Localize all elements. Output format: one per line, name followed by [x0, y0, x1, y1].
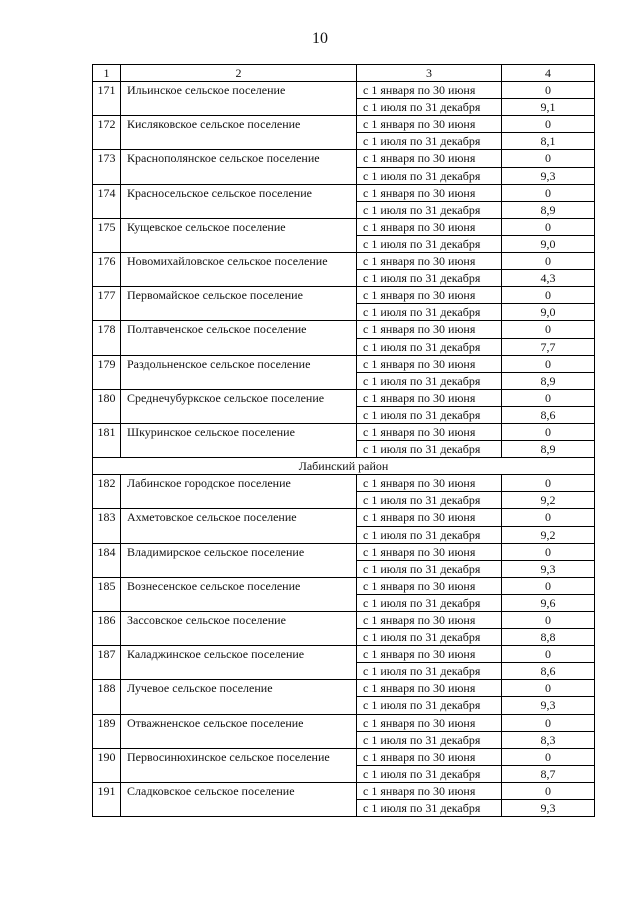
period-first-half: с 1 января по 30 июня — [357, 543, 502, 560]
period-second-half: с 1 июля по 31 декабря — [357, 526, 502, 543]
period-second-half: с 1 июля по 31 декабря — [357, 594, 502, 611]
period-first-half: с 1 января по 30 июня — [357, 509, 502, 526]
value-first-half: 0 — [502, 646, 595, 663]
value-second-half: 9,3 — [502, 167, 595, 184]
period-first-half: с 1 января по 30 июня — [357, 218, 502, 235]
settlement-name: Первосинюхинское сельское поселение — [121, 748, 357, 782]
row-number: 172 — [93, 116, 121, 150]
value-first-half: 0 — [502, 150, 595, 167]
settlement-name: Новомихайловское сельское поселение — [121, 253, 357, 287]
value-first-half: 0 — [502, 509, 595, 526]
value-second-half: 8,9 — [502, 372, 595, 389]
period-second-half: с 1 июля по 31 декабря — [357, 338, 502, 355]
value-second-half: 9,0 — [502, 235, 595, 252]
settlement-name: Краснополянское сельское поселение — [121, 150, 357, 184]
period-first-half: с 1 января по 30 июня — [357, 475, 502, 492]
settlement-name: Зассовское сельское поселение — [121, 612, 357, 646]
period-first-half: с 1 января по 30 июня — [357, 287, 502, 304]
value-first-half: 0 — [502, 116, 595, 133]
period-second-half: с 1 июля по 31 декабря — [357, 663, 502, 680]
table-row — [93, 646, 595, 663]
value-first-half: 0 — [502, 184, 595, 201]
table-row — [93, 116, 595, 133]
settlement-name: Раздольненское сельское поселение — [121, 355, 357, 389]
row-number: 191 — [93, 782, 121, 816]
value-second-half: 9,6 — [502, 594, 595, 611]
table-row — [93, 321, 595, 338]
settlement-name: Сладковское сельское поселение — [121, 782, 357, 816]
value-second-half: 9,1 — [502, 99, 595, 116]
settlement-name: Кисляковское сельское поселение — [121, 116, 357, 150]
header-col-4: 4 — [502, 65, 595, 82]
value-second-half: 8,3 — [502, 731, 595, 748]
value-first-half: 0 — [502, 82, 595, 99]
period-second-half: с 1 июля по 31 декабря — [357, 800, 502, 817]
period-second-half: с 1 июля по 31 декабря — [357, 304, 502, 321]
value-second-half: 9,0 — [502, 304, 595, 321]
table-row — [93, 612, 595, 629]
value-first-half: 0 — [502, 680, 595, 697]
header-col-1: 1 — [93, 65, 121, 82]
header-col-2: 2 — [121, 65, 357, 82]
table-row — [93, 218, 595, 235]
table-header-row — [93, 65, 595, 82]
period-second-half: с 1 июля по 31 декабря — [357, 560, 502, 577]
period-first-half: с 1 января по 30 июня — [357, 423, 502, 440]
value-first-half: 0 — [502, 355, 595, 372]
period-first-half: с 1 января по 30 июня — [357, 577, 502, 594]
settlement-name: Среднечубуркское сельское поселение — [121, 389, 357, 423]
value-first-half: 0 — [502, 253, 595, 270]
table-row — [93, 355, 595, 372]
row-number: 185 — [93, 577, 121, 611]
period-second-half: с 1 июля по 31 декабря — [357, 270, 502, 287]
table-row — [93, 423, 595, 440]
period-second-half: с 1 июля по 31 декабря — [357, 629, 502, 646]
table-row — [93, 748, 595, 765]
period-second-half: с 1 июля по 31 декабря — [357, 697, 502, 714]
period-first-half: с 1 января по 30 июня — [357, 646, 502, 663]
header-col-3: 3 — [357, 65, 502, 82]
period-first-half: с 1 января по 30 июня — [357, 748, 502, 765]
period-second-half: с 1 июля по 31 декабря — [357, 765, 502, 782]
value-second-half: 8,1 — [502, 133, 595, 150]
value-second-half: 8,9 — [502, 201, 595, 218]
page-number: 10 — [312, 30, 328, 47]
table-row — [93, 389, 595, 406]
tariff-table — [92, 64, 595, 817]
table-row — [93, 184, 595, 201]
value-first-half: 0 — [502, 321, 595, 338]
table-row — [93, 543, 595, 560]
value-first-half: 0 — [502, 543, 595, 560]
period-second-half: с 1 июля по 31 декабря — [357, 201, 502, 218]
period-first-half: с 1 января по 30 июня — [357, 321, 502, 338]
row-number: 189 — [93, 714, 121, 748]
period-first-half: с 1 января по 30 июня — [357, 150, 502, 167]
table-row — [93, 475, 595, 492]
settlement-name: Владимирское сельское поселение — [121, 543, 357, 577]
value-first-half: 0 — [502, 423, 595, 440]
settlement-name: Красносельское сельское поселение — [121, 184, 357, 218]
period-second-half: с 1 июля по 31 декабря — [357, 441, 502, 458]
value-first-half: 0 — [502, 782, 595, 799]
row-number: 190 — [93, 748, 121, 782]
district-heading: Лабинский район — [93, 458, 595, 475]
value-second-half: 9,2 — [502, 526, 595, 543]
row-number: 186 — [93, 612, 121, 646]
period-first-half: с 1 января по 30 июня — [357, 680, 502, 697]
value-first-half: 0 — [502, 389, 595, 406]
settlement-name: Отважненское сельское поселение — [121, 714, 357, 748]
row-number: 182 — [93, 475, 121, 509]
district-row — [93, 458, 595, 475]
period-second-half: с 1 июля по 31 декабря — [357, 235, 502, 252]
row-number: 171 — [93, 82, 121, 116]
period-first-half: с 1 января по 30 июня — [357, 389, 502, 406]
row-number: 173 — [93, 150, 121, 184]
settlement-name: Лабинское городское поселение — [121, 475, 357, 509]
period-first-half: с 1 января по 30 июня — [357, 612, 502, 629]
value-second-half: 8,8 — [502, 629, 595, 646]
period-second-half: с 1 июля по 31 декабря — [357, 492, 502, 509]
value-second-half: 9,3 — [502, 800, 595, 817]
value-second-half: 7,7 — [502, 338, 595, 355]
period-first-half: с 1 января по 30 июня — [357, 184, 502, 201]
row-number: 178 — [93, 321, 121, 355]
row-number: 174 — [93, 184, 121, 218]
settlement-name: Ахметовское сельское поселение — [121, 509, 357, 543]
row-number: 181 — [93, 423, 121, 457]
row-number: 183 — [93, 509, 121, 543]
period-first-half: с 1 января по 30 июня — [357, 714, 502, 731]
value-first-half: 0 — [502, 218, 595, 235]
table-row — [93, 82, 595, 99]
table-row — [93, 714, 595, 731]
settlement-name: Лучевое сельское поселение — [121, 680, 357, 714]
row-number: 180 — [93, 389, 121, 423]
value-second-half: 8,6 — [502, 406, 595, 423]
period-second-half: с 1 июля по 31 декабря — [357, 406, 502, 423]
row-number: 188 — [93, 680, 121, 714]
period-second-half: с 1 июля по 31 декабря — [357, 731, 502, 748]
row-number: 184 — [93, 543, 121, 577]
table-row — [93, 287, 595, 304]
settlement-name: Первомайское сельское поселение — [121, 287, 357, 321]
period-first-half: с 1 января по 30 июня — [357, 82, 502, 99]
table-body — [93, 82, 595, 817]
row-number: 179 — [93, 355, 121, 389]
value-first-half: 0 — [502, 714, 595, 731]
value-second-half: 9,3 — [502, 697, 595, 714]
settlement-name: Кущевское сельское поселение — [121, 218, 357, 252]
value-first-half: 0 — [502, 748, 595, 765]
period-second-half: с 1 июля по 31 декабря — [357, 167, 502, 184]
table-row — [93, 253, 595, 270]
table-row — [93, 150, 595, 167]
period-second-half: с 1 июля по 31 декабря — [357, 372, 502, 389]
settlement-name: Шкуринское сельское поселение — [121, 423, 357, 457]
period-first-half: с 1 января по 30 июня — [357, 116, 502, 133]
value-second-half: 8,6 — [502, 663, 595, 680]
value-second-half: 8,9 — [502, 441, 595, 458]
row-number: 176 — [93, 253, 121, 287]
table-row — [93, 782, 595, 799]
settlement-name: Полтавченское сельское поселение — [121, 321, 357, 355]
row-number: 175 — [93, 218, 121, 252]
value-first-half: 0 — [502, 287, 595, 304]
value-first-half: 0 — [502, 612, 595, 629]
value-first-half: 0 — [502, 475, 595, 492]
value-second-half: 9,2 — [502, 492, 595, 509]
row-number: 177 — [93, 287, 121, 321]
settlement-name: Каладжинское сельское поселение — [121, 646, 357, 680]
settlement-name: Ильинское сельское поселение — [121, 82, 357, 116]
settlement-name: Вознесенское сельское поселение — [121, 577, 357, 611]
period-first-half: с 1 января по 30 июня — [357, 355, 502, 372]
period-second-half: с 1 июля по 31 декабря — [357, 99, 502, 116]
value-first-half: 0 — [502, 577, 595, 594]
period-first-half: с 1 января по 30 июня — [357, 253, 502, 270]
value-second-half: 4,3 — [502, 270, 595, 287]
table-row — [93, 680, 595, 697]
table-row — [93, 577, 595, 594]
value-second-half: 9,3 — [502, 560, 595, 577]
value-second-half: 8,7 — [502, 765, 595, 782]
period-second-half: с 1 июля по 31 декабря — [357, 133, 502, 150]
row-number: 187 — [93, 646, 121, 680]
period-first-half: с 1 января по 30 июня — [357, 782, 502, 799]
table-row — [93, 509, 595, 526]
